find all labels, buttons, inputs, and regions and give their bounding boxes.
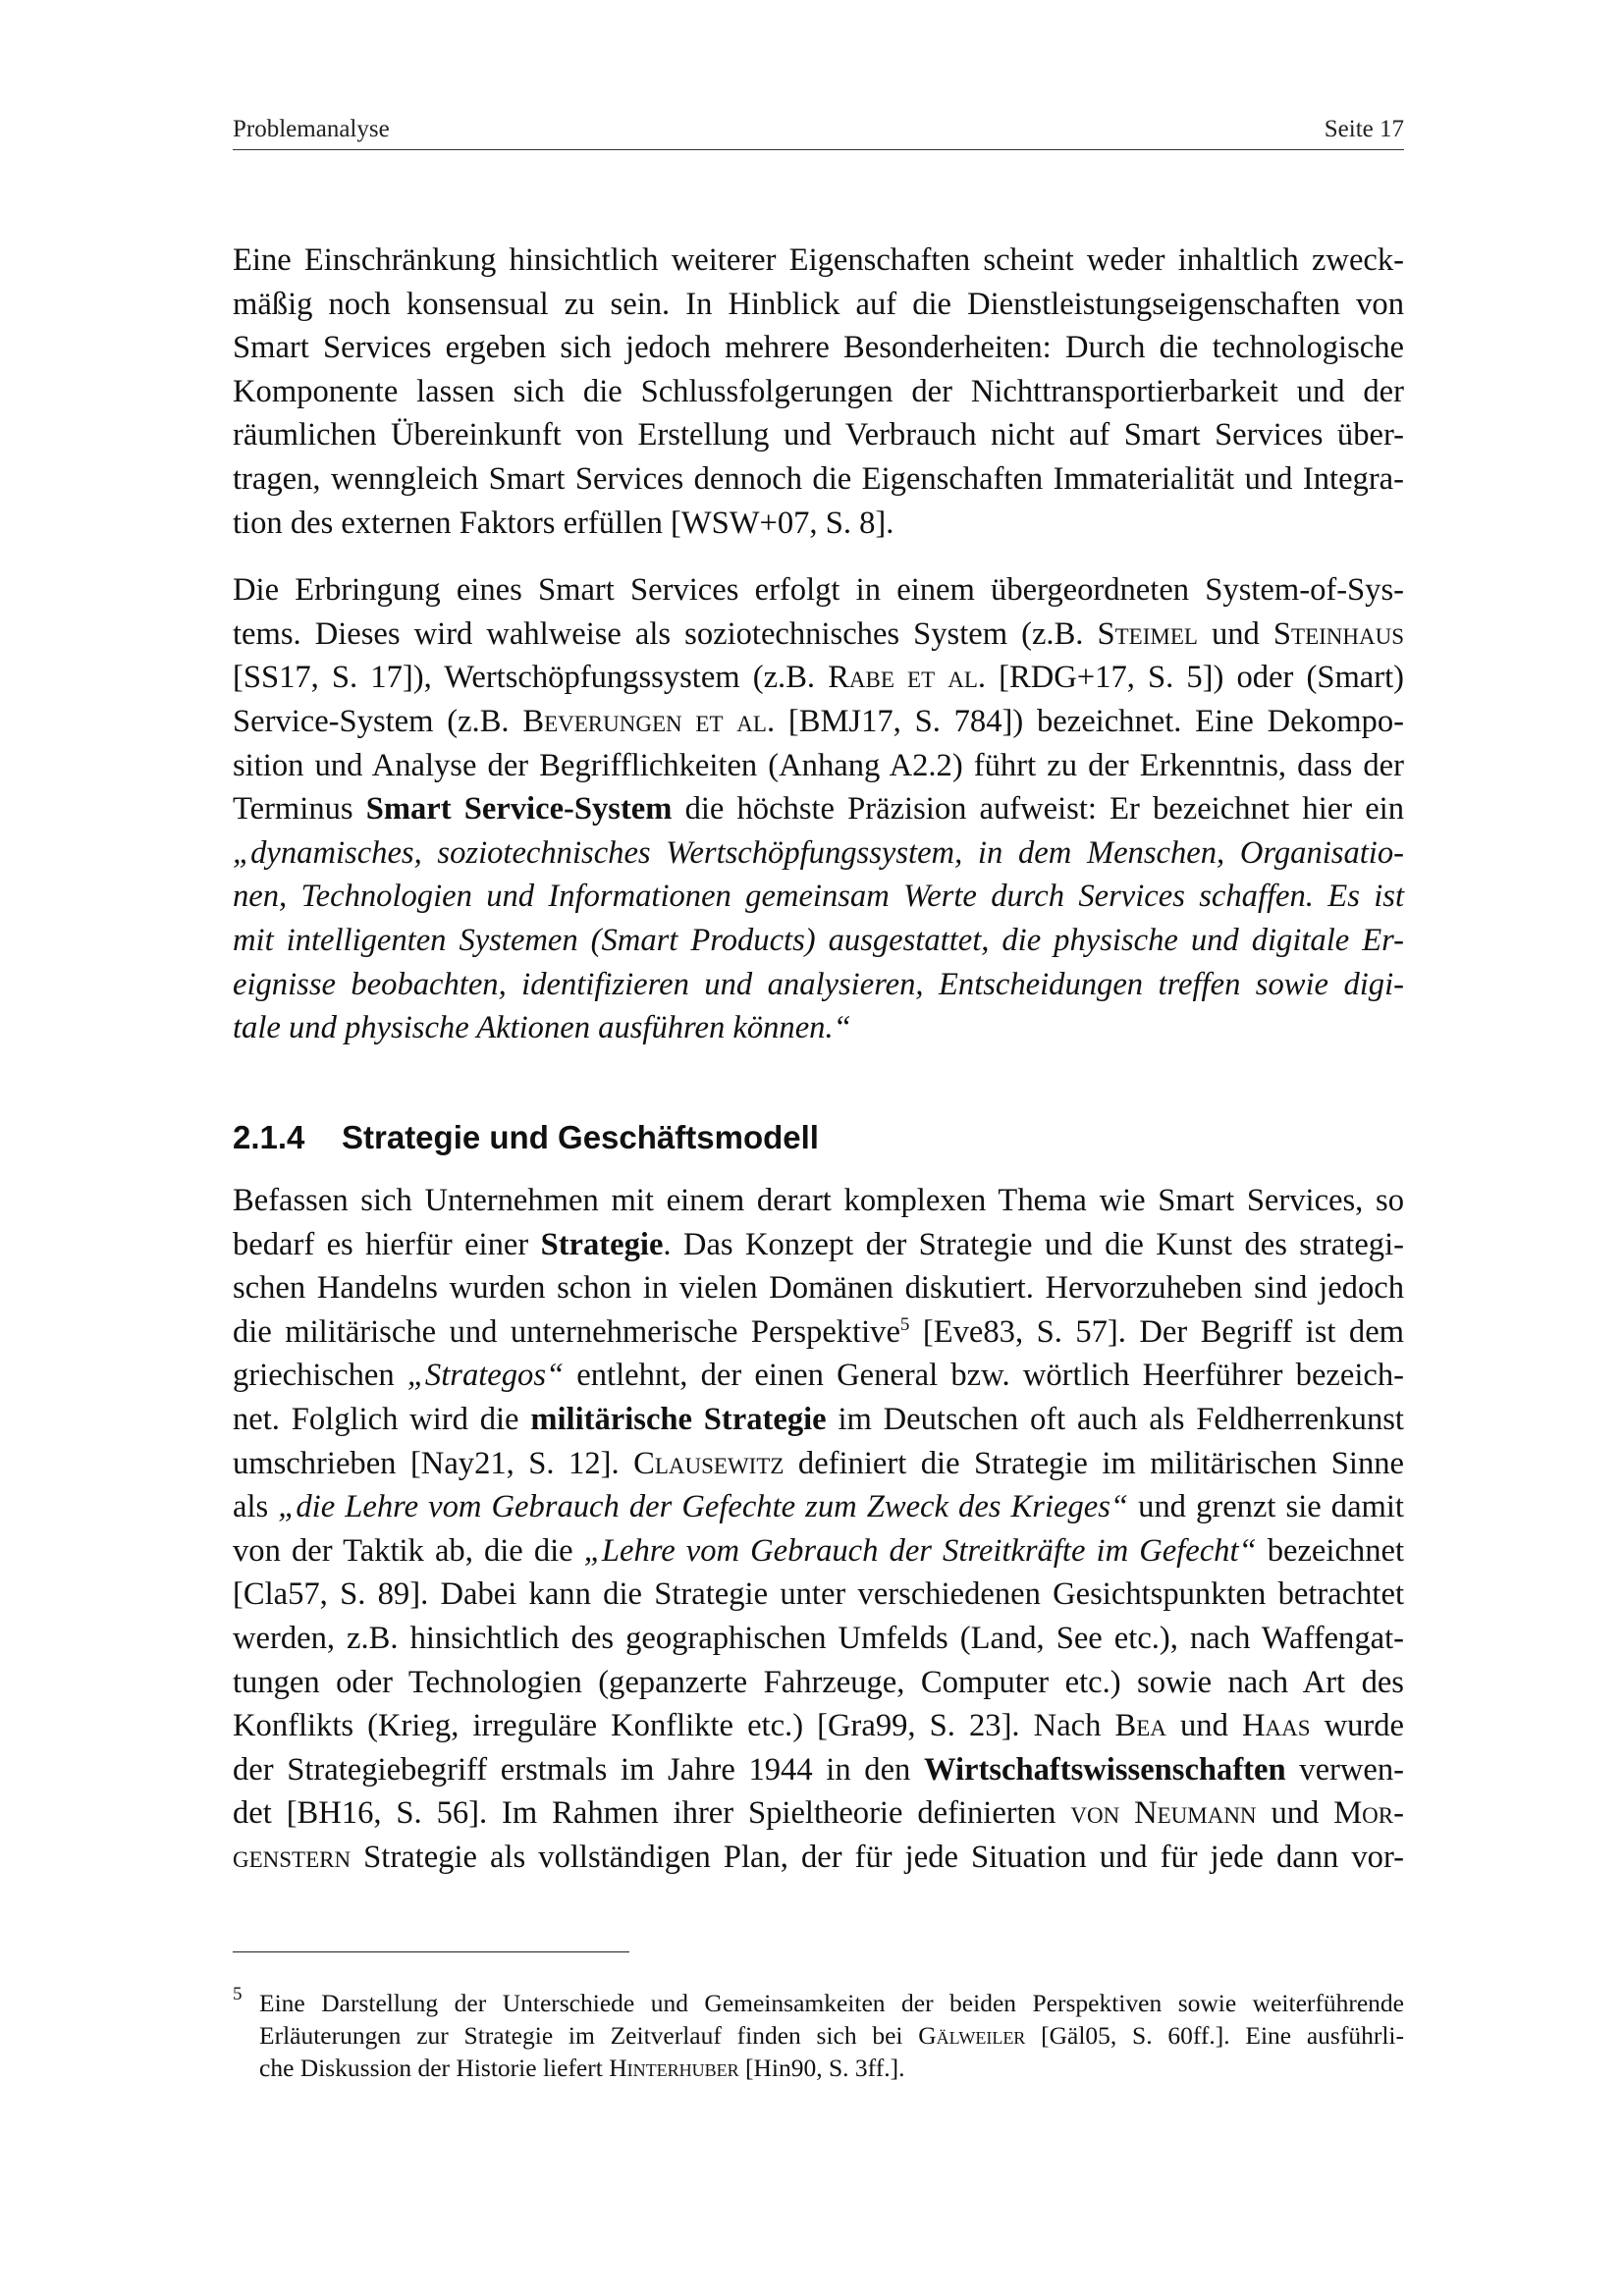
paragraph-3	[233, 1179, 1404, 1880]
body-text-section	[233, 1179, 1404, 1903]
page-header	[233, 108, 1404, 150]
text-line: bedarf es hierfür einer Strategie. Das Konzept der Strategie und die Kunst des strategi-	[233, 1226, 1405, 1262]
footnote-line: Eine Darstellung der Unterschiede und Gemeinsamkeiten der beiden Perspektiven sowie weiterführende	[259, 1989, 1404, 2017]
paragraph-1	[233, 239, 1404, 545]
footnote-text	[259, 1987, 1404, 2084]
text-line: [Cla57, S. 89]. Dabei kann die Strategie unter verschiedenen Gesichtspunkten betrachtet	[233, 1576, 1404, 1613]
text-line-quote: mit intelligenten Systemen (Smart Products) ausgestattet, die physische und digitale Er-	[233, 922, 1404, 958]
text-line-quote: tale und physische Aktionen ausführen können.“	[233, 1010, 851, 1046]
text-line: Service-System (z.B. Beverungen et al. [BMJ17, S. 784]) bezeichnet. Eine Dekompo-	[233, 703, 1404, 739]
text-line: Konflikts (Krieg, irreguläre Konflikte etc.) [Gra99, S. 23]. Nach Bea und Haas wurde	[233, 1708, 1405, 1744]
footnote-separator	[233, 1951, 629, 1952]
section-number: 2.1.4	[233, 1119, 305, 1155]
text-line: die militärische und unternehmerische Perspektive$^5$ [Eve83, S. 57]. Der Begriff ist dem	[233, 1313, 1404, 1350]
author-name: Hinterhuber	[609, 2054, 739, 2082]
author-name: Clausewitz	[633, 1445, 785, 1481]
author-name: Haas	[1241, 1708, 1311, 1744]
text-line: umschrieben [Nay21, S. 12]. Clausewitz definiert die Strategie im militärischen Sinne	[233, 1445, 1404, 1481]
text-line: sition und Analyse der Begrifflichkeiten (Anhang A2.2) führt zu der Erkenntnis, dass der	[233, 747, 1404, 783]
section-heading	[233, 1119, 1404, 1156]
section-title: Strategie und Geschäftsmodell	[342, 1119, 819, 1155]
text-line: det [BH16, S. 56]. Im Rahmen ihrer Spieltheorie definierten von Neumann und Mor-	[233, 1795, 1404, 1832]
text-line-quote: nen, Technologien und Informationen gemeinsam Werte durch Services schaffen. Es ist	[233, 879, 1404, 915]
author-name: genstern	[233, 1839, 352, 1875]
page-number: Seite 17	[1324, 116, 1404, 142]
bold-term: Smart Service-System	[365, 791, 673, 828]
text-line-quote: eignisse beobachten, identifizieren und analysieren, Entscheidungen treffen sowie digi-	[233, 966, 1404, 1002]
text-line: Smart Services ergeben sich jedoch mehrere Besonderheiten: Durch die technologische	[233, 330, 1404, 366]
text-line-quote: „dynamisches, soziotechnisches Wertschöpfungssystem, in dem Menschen, Organisatio-	[233, 834, 1404, 871]
author-name: von Neumann	[1070, 1795, 1257, 1832]
paragraph-2	[233, 568, 1404, 1050]
footnote	[233, 1984, 1404, 2084]
body-text-top	[233, 239, 1404, 1074]
text-line: mäßig noch konsensual zu sein. In Hinblick auf die Dienstleistungseigenschaften von	[233, 286, 1404, 322]
running-head-chapter: Problemanalyse	[233, 116, 390, 142]
text-line: der Strategiebegriff erstmals im Jahre 1944 in den Wirtschaftswissenschaften verwen-	[233, 1751, 1404, 1788]
author-name: Steimel	[1097, 615, 1198, 652]
bold-term: militärische Strategie	[530, 1401, 827, 1437]
text-line: net. Folglich wird die militärische Strategie im Deutschen oft auch als Feldherrenkunst	[233, 1401, 1404, 1437]
text-line: Die Erbringung eines Smart Services erfolgt in einem übergeordneten System-of-Sys-	[233, 572, 1404, 609]
text-line: Komponente lassen sich die Schlussfolgerungen der Nichttransportierbarkeit und der	[233, 373, 1404, 409]
text-line: räumlichen Übereinkunft von Erstellung und Verbrauch nicht auf Smart Services über-	[233, 417, 1404, 454]
text-line: Eine Einschränkung hinsichtlich weiterer Eigenschaften scheint weder inhaltlich zweck-	[233, 242, 1404, 278]
text-line: als „die Lehre vom Gebrauch der Gefechte zum Zweck des Krieges“ und grenzt sie damit	[233, 1489, 1404, 1525]
footnote-line: Erläuterungen zur Strategie im Zeitverlauf finden sich bei Gälweiler [Gäl05, S. 60ff.]. Eine ausführli-	[259, 2021, 1404, 2050]
bold-term: Strategie	[540, 1226, 664, 1262]
text-line: tion des externen Faktors erfüllen [WSW+07, S. 8].	[233, 505, 894, 541]
footnote-reference[interactable]: 5	[899, 1313, 910, 1335]
footnote-number: 5	[233, 1984, 243, 2004]
bold-term: Wirtschaftswissenschaften	[924, 1751, 1286, 1788]
text-line: schen Handelns wurden schon in vielen Domänen diskutiert. Hervorzuheben sind jedoch	[233, 1270, 1404, 1307]
text-line: tragen, wenngleich Smart Services dennoch die Eigenschaften Immaterialität und Integra-	[233, 460, 1404, 497]
text-line: griechischen „Strategos“ entlehnt, der einen General bzw. wörtlich Heerführer bezeich-	[233, 1358, 1404, 1394]
text-line: tungen oder Technologien (gepanzerte Fahrzeuge, Computer etc.) sowie nach Art des	[233, 1664, 1404, 1700]
author-name: Gälweiler	[918, 2021, 1026, 2050]
text-line: Befassen sich Unternehmen mit einem derart komplexen Thema wie Smart Services, so	[233, 1183, 1404, 1218]
text-line: von der Taktik ab, die die „Lehre vom Gebrauch der Streitkräfte im Gefecht“ bezeichnet	[233, 1532, 1404, 1569]
text-line: genstern Strategie als vollständigen Plan, der für jede Situation und für jede dann vor-	[233, 1839, 1404, 1875]
text-line: [SS17, S. 17]), Wertschöpfungssystem (z.B. Rabe et al. [RDG+17, S. 5]) oder (Smart)	[233, 660, 1404, 696]
author-name: Mor-	[1333, 1795, 1404, 1832]
text-line: tems. Dieses wird wahlweise als soziotechnisches System (z.B. Steimel und Steinhaus	[233, 615, 1405, 652]
footnote-line: che Diskussion der Historie liefert Hinterhuber [Hin90, S. 3ff.].	[259, 2054, 905, 2082]
author-name: Bea	[1114, 1708, 1166, 1744]
author-name: Rabe et al.	[828, 660, 987, 696]
author-name: Steinhaus	[1272, 615, 1405, 652]
text-line: werden, z.B. hinsichtlich des geographischen Umfelds (Land, See etc.), nach Waffengat-	[233, 1620, 1404, 1656]
author-name: Beverungen et al.	[522, 703, 776, 739]
text-line: Terminus Smart Service-System die höchste Präzision aufweist: Er bezeichnet hier ein	[233, 791, 1404, 828]
